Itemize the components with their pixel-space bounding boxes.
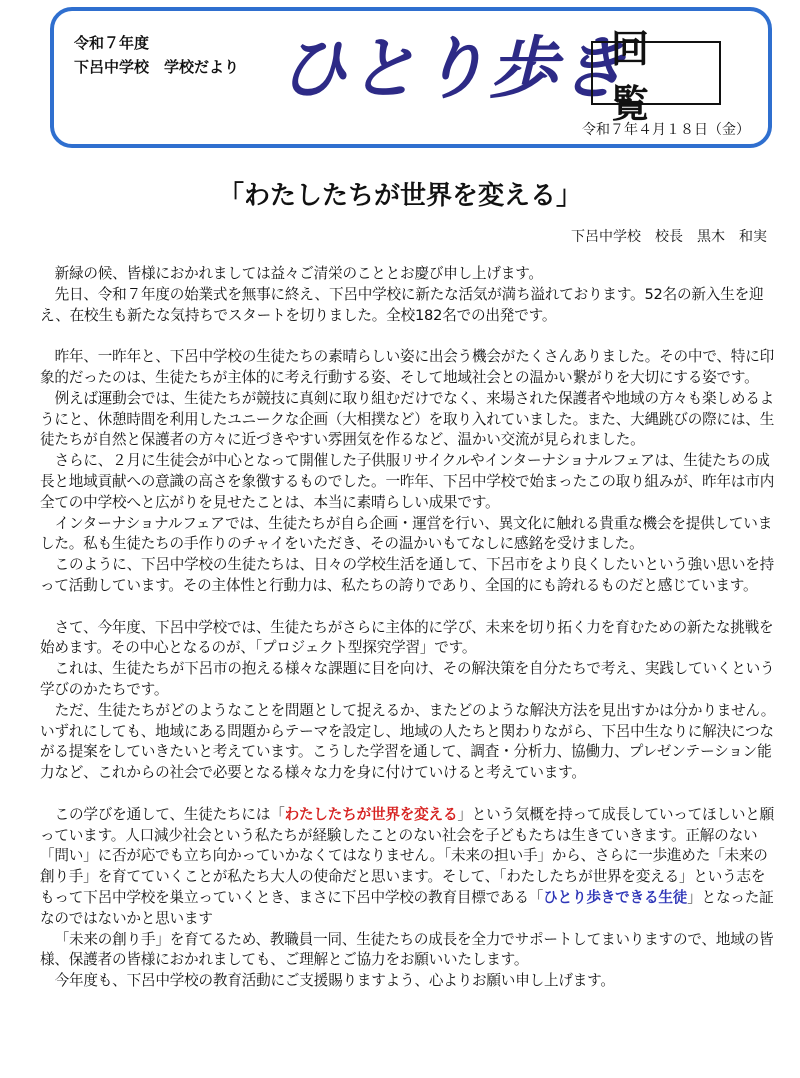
- paragraph: さらに、２月に生徒会が中心となって開催した子供服リサイクルやインターナショナルフェアは、生徒たちの成長と地域貢献への意識の高さを象徴するものでした。一昨年、下呂中学校で始まったこの取り組みが、昨年は市内全ての中学校へと広がりを見せたことは、本当に素晴らしい成果です。: [40, 452, 775, 511]
- emphasis-blue: ひとり歩きできる生徒: [543, 888, 688, 906]
- paragraph-gap: [40, 784, 778, 805]
- paragraph: ただ、生徒たちがどのようなことを問題として捉えるか、またどのような解決方法を見出すかは分かりません。いずれにしても、地域にある問題からテーマを設定し、地域の人たちと関わりながら、下呂中生なりに解決につながる提案をしていきたいと考えています。こうした学習を通して、調査・分析力、協働力、プレゼンテーション能力など、これからの社会で必要となる様々な力を身に付けていけると考えています。: [40, 701, 776, 782]
- paragraph: 「未来の創り手」を育てるため、教職員一同、生徒たちの成長を全力でサポートしてまいりますので、地域の皆様、保護者の皆様におかれましても、ご理解とご協力をお願いいたします。: [40, 930, 774, 969]
- paragraph-gap: [40, 326, 778, 347]
- paragraph-gap: [40, 597, 778, 618]
- era-year: 令和７年度: [74, 34, 150, 52]
- paragraph: 昨年、一昨年と、下呂中学校の生徒たちの素晴らしい姿に出会う機会がたくさんありました。その中で、特に印象的だったのは、生徒たちが主体的に考え行動する姿、そして地域社会との温かい繋がりを大切にする姿です。: [40, 348, 774, 386]
- paragraph: 新緑の候、皆様におかれましては益々ご清栄のこととお慶び申し上げます。: [54, 265, 543, 282]
- paragraph: このように、下呂中学校の生徒たちは、日々の学校生活を通して、下呂市をより良くしたいという強い思いを持って活動しています。その主体性と行動力は、私たちの誇りであり、全国的にも誇れるものだと感じています。: [40, 556, 774, 594]
- newsletter-name: 下呂中学校 学校だより: [74, 58, 240, 76]
- issue-date: 令和７年４月１８日（金）: [582, 122, 750, 138]
- circulation-stamp: 回覧: [591, 41, 721, 105]
- paragraph: これは、生徒たちが下呂市の抱える様々な課題に目を向け、その解決策を自分たちで考え、実践していくという学びのかたちです。: [40, 660, 775, 698]
- author-line: 下呂中学校 校長 黒木 和実: [571, 229, 767, 245]
- paragraph: [40, 805, 778, 930]
- paragraph: 例えば運動会では、生徒たちが競技に真剣に取り組むだけでなく、来場された保護者や地域の方々も楽しめるようにと、休憩時間を利用したユニークな企画（大相撲など）を取り入れていました。また、大縄跳びの際には、生徒たちが自然と保護者の方々に近づきやすい雰囲気を作るなど、温かい交流が見られました。: [40, 389, 775, 449]
- paragraph: インターナショナルフェアでは、生徒たちが自ら企画・運営を行い、異文化に触れる貴重な機会を提供していました。私も生徒たちの手作りのチャイをいただき、その温かいもてなしに感銘を受けました。: [40, 514, 773, 553]
- text-segment: 」という気概を持って成長していってほしいと願っています。人口減少社会という私たちが経験したことのない社会を子どもたちは生きていきます。正解のない「問い」に否が応でも立ち向かっていかなくてはなりません。「未来の担い手」から、さらに一歩進めた「未来の創り手」を育てていくことが私たち大人の使命だと思います。そして、「わたしたちが世界を変える」という志をもって下呂中学校を巣立っていくとき、まさに下呂中学校の教育目標である「: [40, 805, 775, 906]
- newsletter-header: [50, 7, 772, 148]
- text-segment: 」となった証なのではないかと思います: [40, 888, 774, 927]
- article-body: [40, 264, 778, 992]
- paragraph: 今年度も、下呂中学校の教育活動にご支援賜りますよう、心よりお願い申し上げます。: [54, 972, 615, 990]
- paragraph: 先日、令和７年度の始業式を無事に終え、下呂中学校に新たな活気が満ち溢れております。52名の新入生を迎え、在校生も新たな気持ちでスタートを切りました。全校182名での出発です。: [40, 285, 764, 324]
- school-info: [74, 31, 239, 79]
- paragraph: さて、今年度、下呂中学校では、生徒たちがさらに主体的に学び、未来を切り拓く力を育むための新たな挑戦を始めます。その中心となるのが、「プロジェクト型探究学習」です。: [40, 618, 774, 657]
- text-segment: この学びを通して、生徒たちには「: [54, 805, 285, 823]
- page-title: 「わたしたちが世界を変える」: [217, 181, 582, 211]
- newsletter-logo: ひとり歩き: [279, 29, 630, 109]
- emphasis-red: わたしたちが世界を変える: [284, 805, 458, 823]
